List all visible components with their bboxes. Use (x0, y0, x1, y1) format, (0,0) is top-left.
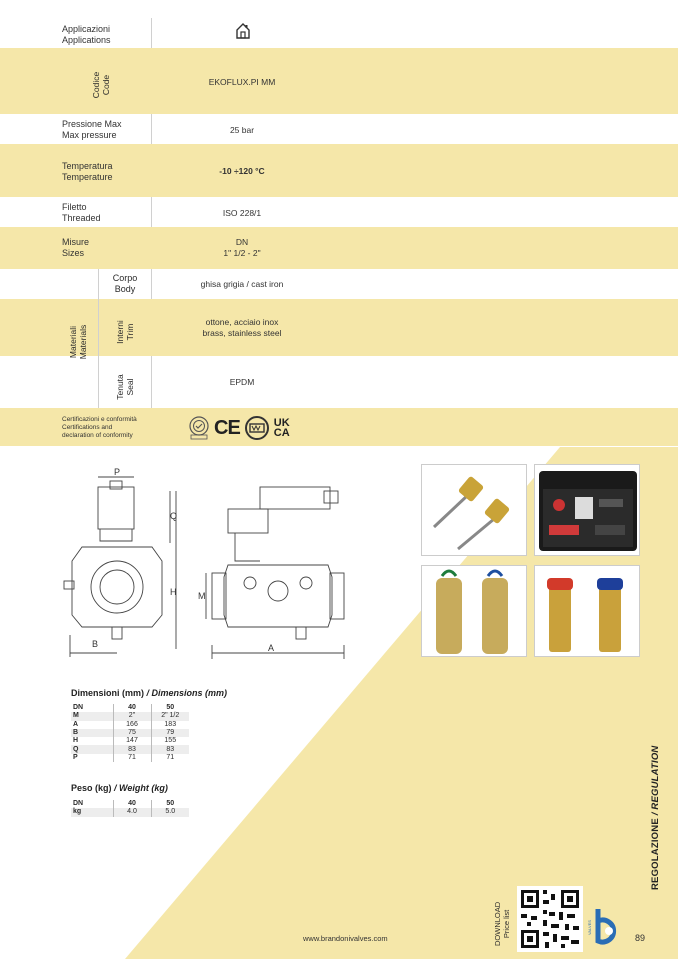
table-row: B 75 79 (71, 729, 189, 737)
table-row: P 71 71 (71, 754, 189, 762)
photo-brass-fittings (421, 565, 527, 657)
download-label: DOWNLOAD Price list (493, 901, 511, 946)
row-applications: Applicazioni Applications (0, 18, 678, 48)
actuator-side (260, 487, 330, 509)
photo-test-probes (421, 464, 527, 556)
seal-value: EPDM (229, 377, 255, 387)
dim-label-p: P (114, 467, 121, 477)
pressure-value: 25 bar (229, 125, 255, 135)
qr-code-icon[interactable] (517, 886, 583, 952)
table-row: Q 83 83 (71, 745, 189, 753)
row-body: Corpo Body ghisa grigia / cast iron (99, 269, 678, 299)
valve-body-front (72, 547, 162, 627)
table-row: M 2" 2" 1/2 (71, 712, 189, 720)
body-value: ghisa grigia / cast iron (200, 279, 284, 289)
table-row: DN 40 50 (71, 704, 189, 712)
brandoni-logo-icon (588, 905, 618, 945)
row-certifications: Certificazioni e conformità Certifications and declaration of conformity (0, 408, 678, 446)
ce-mark: CE (214, 417, 240, 439)
row-temperature: Temperatura Temperature -10 ÷120 °C (0, 144, 678, 197)
dim-label-h: H (170, 587, 177, 597)
table-row: A 166 183 (71, 721, 189, 729)
technical-drawings (60, 465, 405, 665)
weight-title: Peso (kg) / Weight (kg) (71, 783, 168, 793)
ukca-mark: UK CA (273, 417, 290, 439)
row-trim: Interni Trim ottone, acciaio inox brass, stainless steel (99, 299, 678, 356)
weight-table (71, 800, 189, 817)
dim-label-a: A (268, 643, 275, 653)
quality-seal-icon (188, 416, 210, 440)
dimensions-table (71, 704, 189, 762)
page-number: 89 (635, 933, 646, 943)
photo-measuring-kit (534, 464, 640, 556)
row-materials: Materiali Materials Corpo Body ghisa grigia / cast iron Interni Trim ottone, acciaio inox brass, stainless steel Tenuta Seal EPDM (0, 269, 678, 408)
temperature-value: -10 ÷120 °C (219, 166, 265, 176)
wras-badge-icon (244, 416, 270, 440)
row-pressure: Pressione Max Max pressure 25 bar (0, 114, 678, 144)
code-value: EKOFLUX.PI MM (208, 77, 276, 87)
certification-icons (188, 414, 290, 442)
dim-label-b: B (92, 639, 99, 649)
table-row: DN 40 50 (71, 800, 189, 808)
row-seal: Tenuta Seal EPDM (99, 356, 678, 408)
section-side-title: REGOLAZIONE / REGULATION (650, 745, 661, 890)
table-row: H 147 155 (71, 737, 189, 745)
dim-label-q: Q (170, 511, 178, 521)
thread-value: ISO 228/1 (222, 208, 262, 218)
row-code: Codice Code EKOFLUX.PI MM (0, 48, 678, 114)
valve-body-side (224, 565, 332, 627)
website-url[interactable]: www.brandonivalves.com (303, 934, 388, 943)
photo-test-points (534, 565, 640, 657)
actuator-front (98, 487, 134, 529)
table-row: kg 4.0 5.0 (71, 808, 189, 816)
row-sizes: Misure Sizes DN 1" 1/2 - 2" (0, 227, 678, 269)
svg-text:VALVES: VALVES (587, 920, 592, 935)
house-icon (235, 22, 251, 40)
dimensions-title: Dimensioni (mm) / Dimensions (mm) (71, 688, 228, 698)
dim-label-m: M (198, 591, 206, 601)
row-thread: Filetto Threaded ISO 228/1 (0, 197, 678, 227)
